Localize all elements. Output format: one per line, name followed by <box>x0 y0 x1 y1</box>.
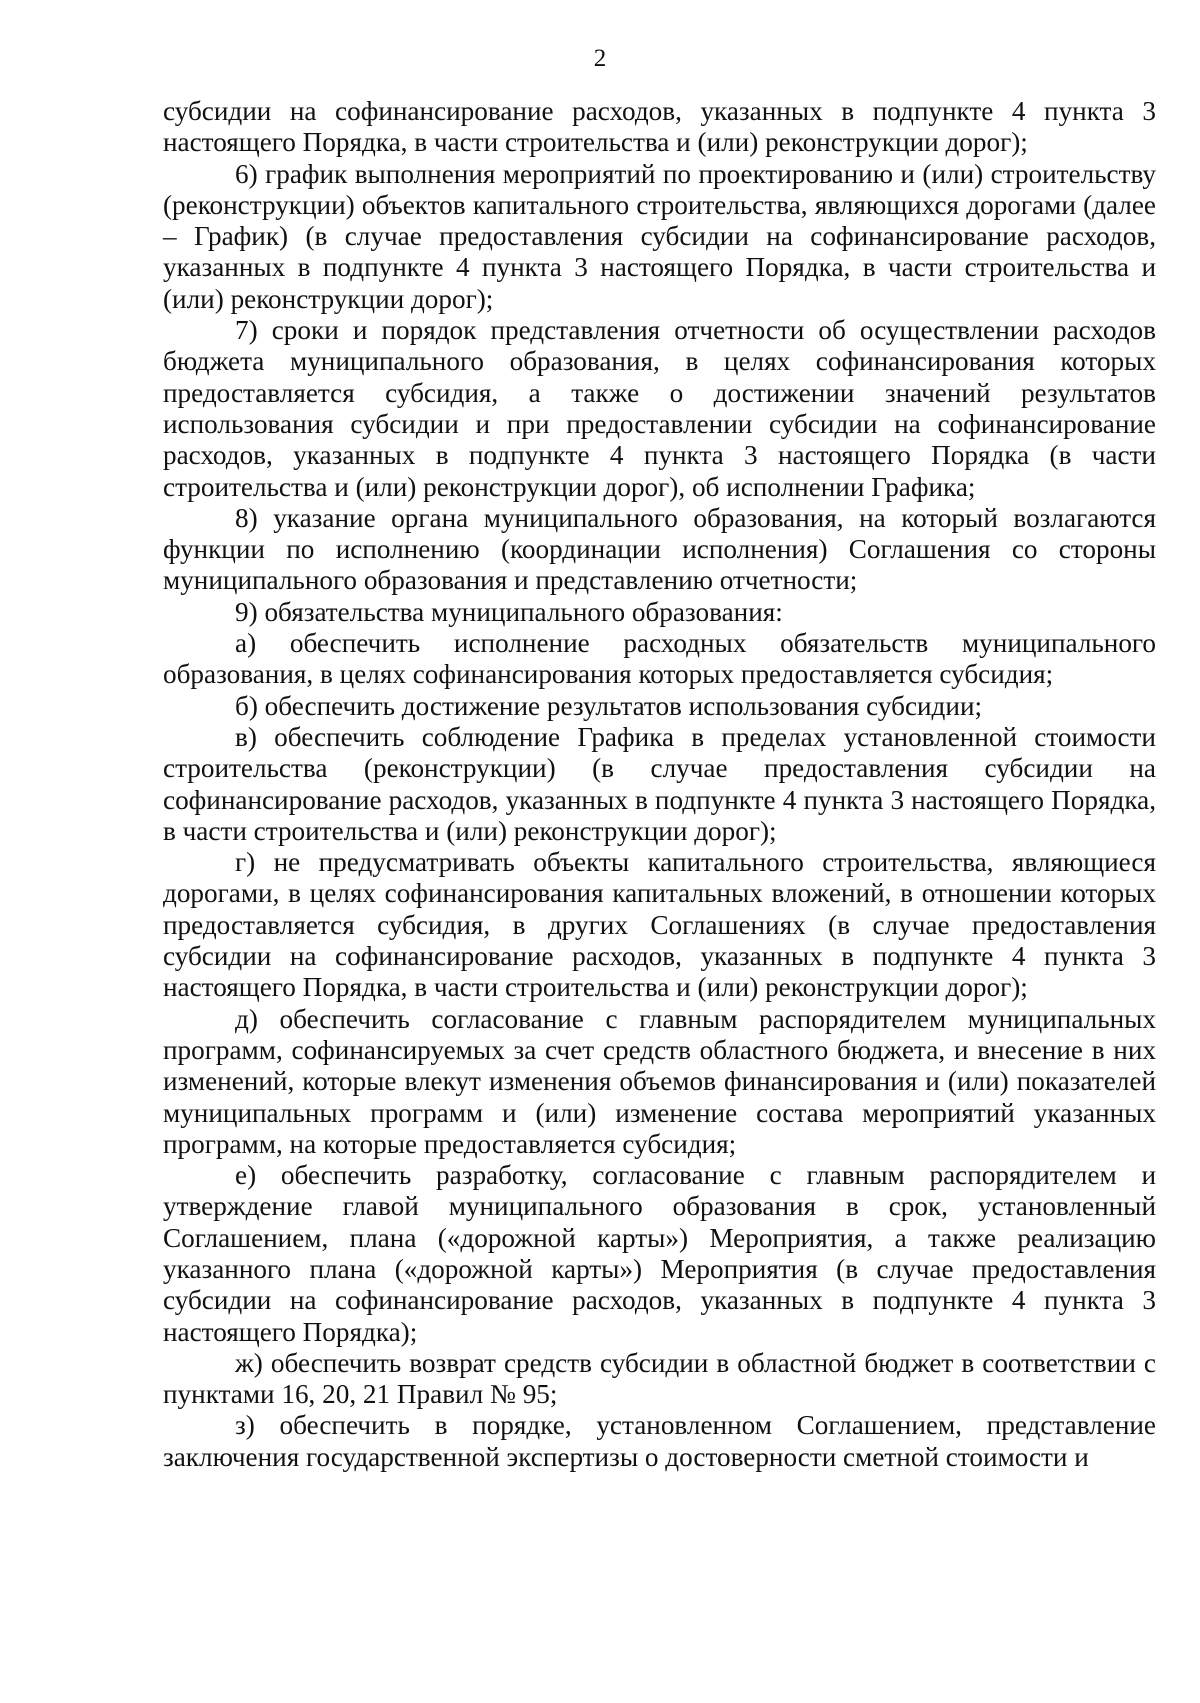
paragraph-item-6: 6) график выполнения мероприятий по проектированию и (или) строительству (реконструкции) объектов капитального строительства, являющихся дорогами (далее – График) (в случае предоставления субсидии на софинансирование расходов, указанных в подпункте 4 пункта 3 настоящего Порядка, в части строительства и (или) реконструкции дорог); <box>163 158 1156 314</box>
document-body <box>163 96 1156 1473</box>
paragraph-item-8: 8) указание органа муниципального образования, на который возлагаются функции по исполнению (координации исполнения) Соглашения со стороны муниципального образования и представлению отчетности; <box>163 502 1156 596</box>
paragraph-subitem-b: б) обеспечить достижение результатов использования субсидии; <box>235 690 983 721</box>
paragraph-continuation: субсидии на софинансирование расходов, указанных в подпункте 4 пункта 3 настоящего Порядка, в части строительства и (или) реконструкции дорог); <box>163 96 1156 158</box>
paragraph-subitem-g: г) не предусматривать объекты капитального строительства, являющиеся дорогами, в целях софинансирования капитальных вложений, в отношении которых предоставляется субсидия, в других Соглашениях (в случае предоставления субсидии на софинансирование расходов, указанных в подпункте 4 пункта 3 настоящего Порядка, в части строительства и (или) реконструкции дорог); <box>163 847 1156 1003</box>
paragraph-subitem-a: а) обеспечить исполнение расходных обязательств муниципального образования, в целях софинансирования которых предоставляется субсидия; <box>163 628 1156 690</box>
paragraph-subitem-e: е) обеспечить разработку, согласование с главным распорядителем и утверждение главой муниципального образования в срок, установленный Соглашением, плана («дорожной карты») Мероприятия, а также реализацию указанного плана («дорожной карты») Мероприятия (в случае предоставления субсидии на софинансирование расходов, указанных в подпункте 4 пункта 3 настоящего Порядка); <box>163 1160 1156 1347</box>
page-number: 2 <box>593 45 607 72</box>
paragraph-subitem-d: д) обеспечить согласование с главным распорядителем муниципальных программ, софинансируемых за счет средств областного бюджета, и внесение в них изменений, которые влекут изменения объемов финансирования и (или) показателей муниципальных программ и (или) изменение состава мероприятий указанных программ, на которые предоставляется субсидия; <box>163 1003 1156 1159</box>
paragraph-item-7: 7) сроки и порядок представления отчетности об осуществлении расходов бюджета муниципального образования, в целях софинансирования которых предоставляется субсидия, а также о достижении значений результатов использования субсидии и при предоставлении субсидии на софинансирование расходов, указанных в подпункте 4 пункта 3 настоящего Порядка (в части строительства и (или) реконструкции дорог), об исполнении Графика; <box>163 315 1156 502</box>
paragraph-subitem-zh: ж) обеспечить возврат средств субсидии в областной бюджет в соответствии с пунктами 16, 20, 21 Правил № 95; <box>163 1347 1156 1410</box>
paragraph-subitem-v: в) обеспечить соблюдение Графика в пределах установленной стоимости строительства (реконструкции) (в случае предоставления субсидии на софинансирование расходов, указанных в подпункте 4 пункта 3 настоящего Порядка, в части строительства и (или) реконструкции дорог); <box>163 721 1156 846</box>
paragraph-subitem-z: з) обеспечить в порядке, установленном Соглашением, представление заключения государственной экспертизы о достоверности сметной стоимости и <box>163 1410 1156 1472</box>
paragraph-item-9: 9) обязательства муниципального образования: <box>235 596 783 627</box>
